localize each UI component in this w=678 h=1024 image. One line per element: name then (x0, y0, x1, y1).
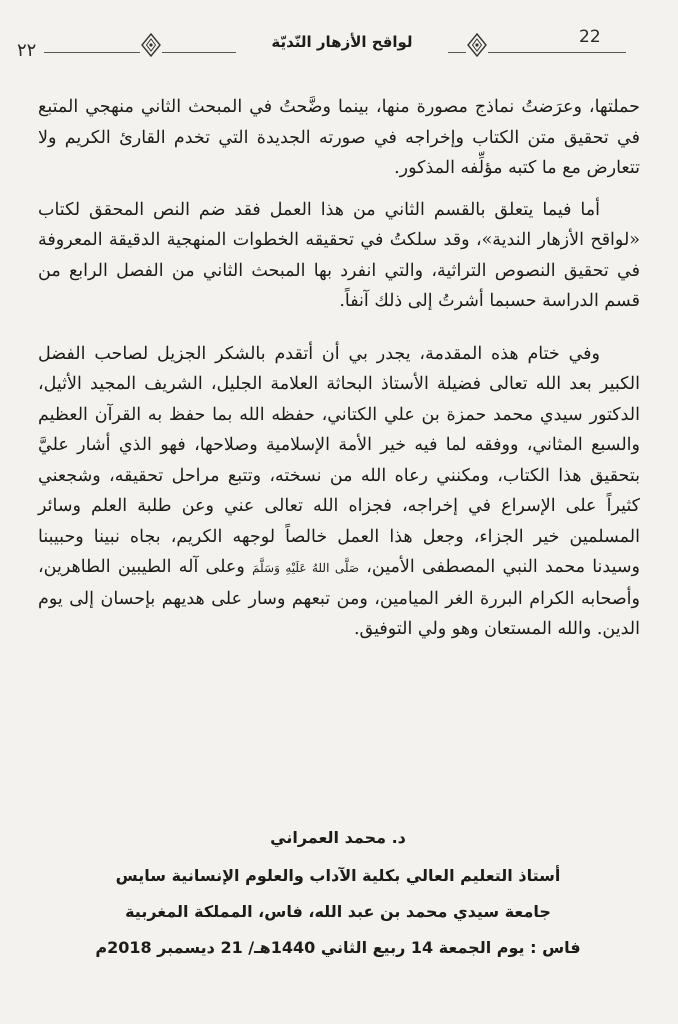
signature-block (60, 820, 616, 966)
diamond-ornament-icon (466, 33, 488, 57)
running-title: لواقح الأزهار النّديّة (271, 33, 413, 51)
main-text (38, 92, 640, 656)
header-rule-right-inner (448, 52, 466, 53)
page-number-arabic: ٢٢ (17, 40, 37, 61)
diamond-ornament-icon (140, 33, 162, 57)
paragraph-2 (38, 195, 640, 317)
salla-allahu-alayhi-wasallam-glyph: صَلَّى اللهُ عَلَيْهِ وَسَلَّمَ (252, 561, 360, 575)
signature-date: فاس : يوم الجمعة 14 ربيع الثاني 1440هـ/ 21 ديسمبر 2018م (95, 938, 581, 957)
paragraph-3-closing-text: وعلى آله الطيبين الطاهرين، وأصحابه الكرام البررة الغر الميامين، ومن تبعهم وسار على هديهم بإحسان إلى يوم الدين. والله المستعان وهو ولي التوفيق. (38, 557, 640, 639)
author-title: أستاذ التعليم العالي بكلية الآداب والعلوم الإنسانية سايس (115, 866, 561, 885)
author-name: د. محمد العمراني (270, 828, 406, 847)
page-header (0, 0, 678, 80)
header-rule-right-outer (488, 52, 626, 53)
header-rule-left-inner (162, 52, 236, 53)
author-university: جامعة سيدي محمد بن عبد الله، فاس، المملكة المغربية (125, 902, 551, 921)
header-rule-left-outer (44, 52, 140, 53)
paragraph-2-text: أما فيما يتعلق بالقسم الثاني من هذا العمل فقد ضم النص المحقق لكتاب «لواقح الأزهار الندية»، وقد سلكتُ في تحقيقه الخطوات المنهجية الدقيقة المعروفة في تحقيق النصوص التراثية، والتي انفرد بها المبحث الثاني من الفصل الرابع من قسم الدراسة حسبما أشرتُ إلى ذلك آنفاً. (38, 199, 640, 311)
paragraph-3 (38, 339, 640, 645)
paragraph-1: حملتها، وعرَضتُ نماذج مصورة منها، بينما وضَّحتُ في المبحث الثاني منهجي المتبع في تحقيق متن الكتاب وإخراجه في صورته الجديدة التي تخدم القارئ الكريم ولا تتعارض مع ما كتبه مؤلِّفه المذكور. (38, 97, 640, 178)
page-number-latin: 22 (579, 27, 601, 47)
paragraph-3-text: وفي ختام هذه المقدمة، يجدر بي أن أتقدم بالشكر الجزيل لصاحب الفضل الكبير بعد الله تعالى فضيلة الأستاذ البحاثة العلامة الجليل، الشريف المجيد الأثيل، الدكتور سيدي محمد حمزة بن علي الكتاني، حفظه الله بما حفظ به القرآن العظيم والسبع المثاني، ووفقه لما فيه خير الأمة الإسلامية وصلاحها، فهو الذي أشار عليَّ بتحقيق هذا الكتاب، ومكنني رعاه الله من نسخته، وتتبع مراحل تحقيقه، وشجعني كثيراً على الإسراع في إخراجه، فجزاه الله تعالى عني وعن طلبة العلم وسائر المسلمين خير الجزاء، وجعل هذا العمل خالصاً لوجهه الكريم، بجاه نبينا وحبيبنا وسيدنا محمد النبي المصطفى الأمين، (38, 343, 640, 577)
